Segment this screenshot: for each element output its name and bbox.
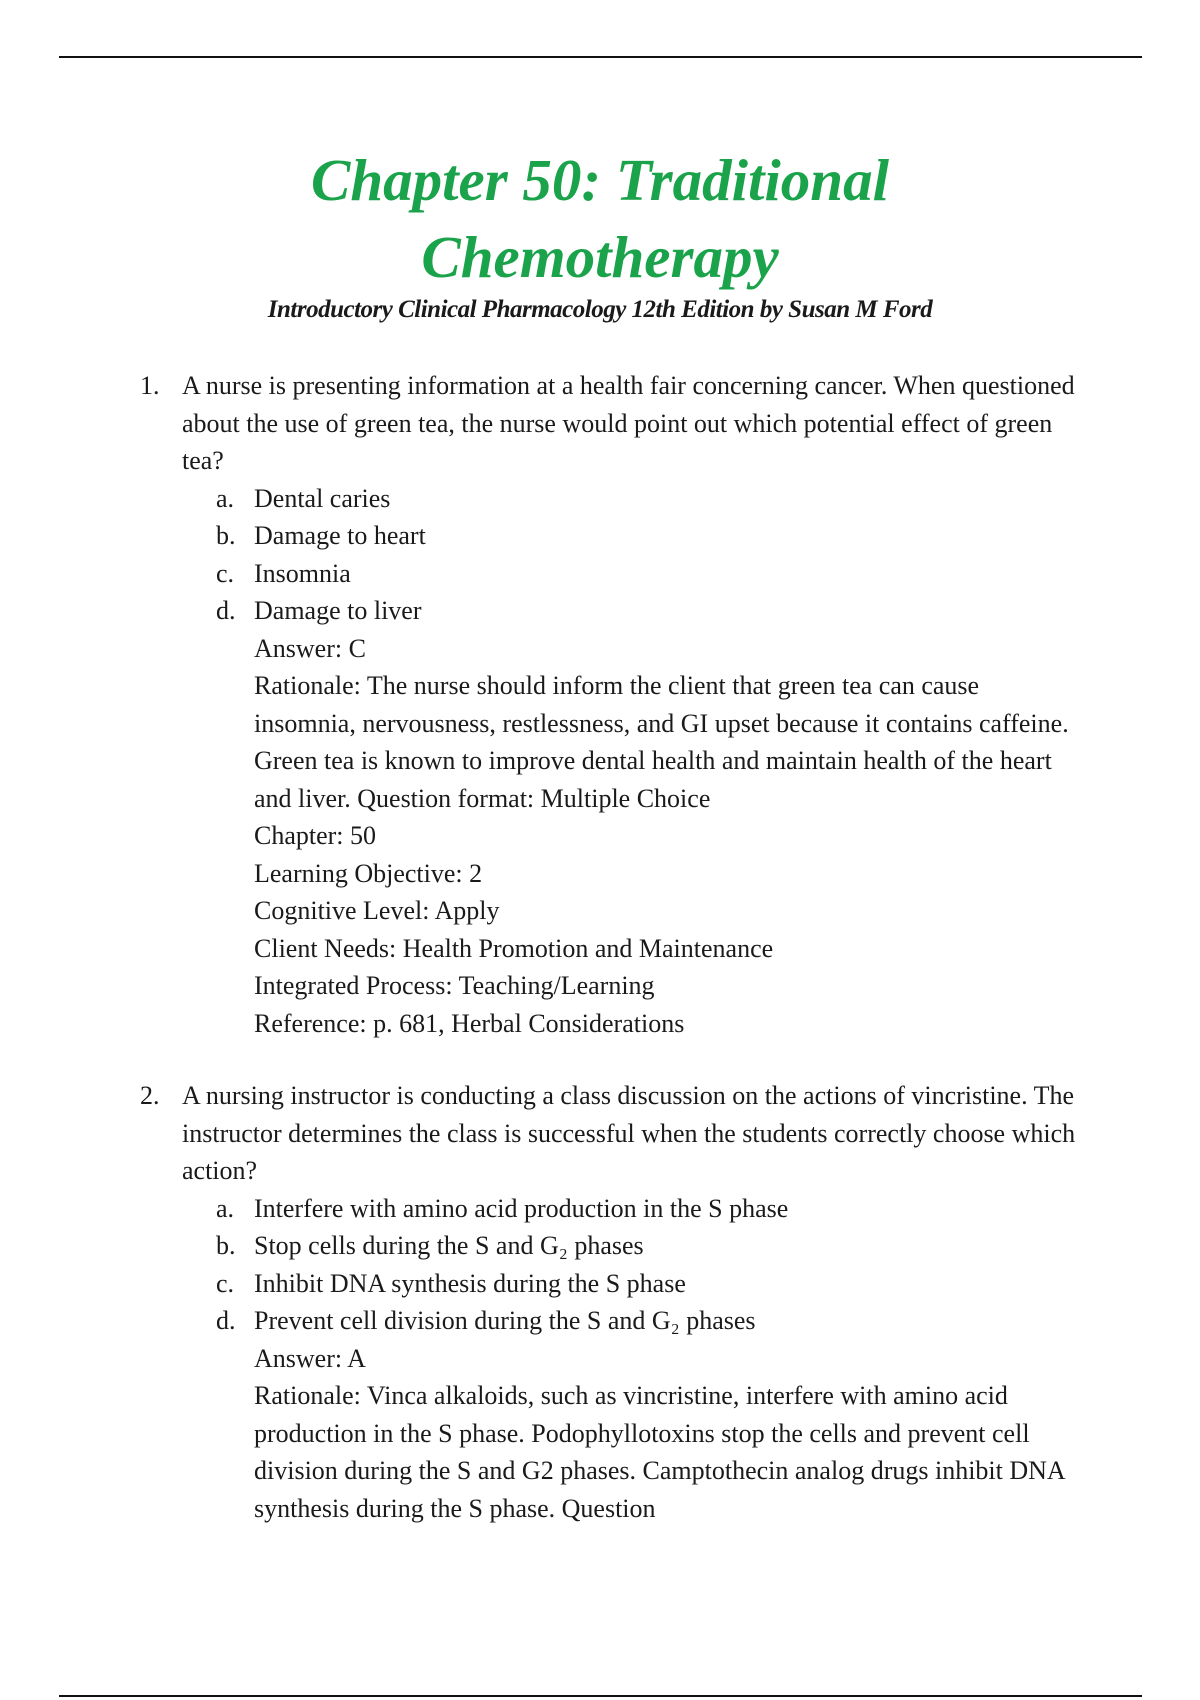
option-letter: c. [216, 558, 235, 588]
option-d [216, 1302, 1080, 1340]
option-c [216, 555, 1080, 593]
question-text: A nursing instructor is conducting a class discussion on the actions of vincristine. The instructor determines the class is successful when the students correctly choose which action? [182, 1081, 1076, 1185]
answer-block [140, 630, 1080, 1043]
option-letter: a. [216, 483, 235, 513]
option-d [216, 592, 1080, 630]
question-text: A nurse is presenting information at a health fair concerning cancer. When questioned about the use of green tea, the nurse would point out which potential effect of green tea? [182, 371, 1075, 475]
option-letter: a. [216, 1193, 235, 1223]
option-letter: b. [216, 521, 236, 550]
question-2 [140, 1077, 1080, 1527]
option-text: Dental caries [254, 483, 391, 513]
question-stem [140, 367, 1080, 480]
book-name: Introductory Clinical Pharmacology [267, 296, 626, 323]
option-list [140, 1190, 1080, 1340]
client-needs: Client Needs: Health Promotion and Maintenance [254, 933, 774, 963]
option-letter: b. [216, 1231, 236, 1260]
rationale: Rationale: The nurse should inform the client that green tea can cause insomnia, nervousness, restlessness, and GI upset because it contains caffeine. Green tea is known to improve dental health and maintain health of the heart and liver. Question format: Multiple Choice [254, 671, 1069, 813]
option-a [216, 1190, 1080, 1228]
bottom-rule [59, 1695, 1142, 1697]
question-number: 2. [140, 1081, 160, 1110]
rationale: Rationale: Vinca alkaloids, such as vincristine, interfere with amino acid production in the S phase. Podophyllotoxins stop the cells and prevent cell division during the S and G2 phases. Camptothecin analog drugs inhibit DNA synthesis during the S phase. Question [254, 1381, 1065, 1523]
question-stem [140, 1077, 1080, 1190]
option-text: Stop cells during the S and G₂ phases [254, 1231, 644, 1260]
option-text: Damage to liver [254, 596, 422, 625]
answer: Answer: A [254, 1343, 366, 1373]
option-c [216, 1265, 1080, 1303]
book-edition: 12th Edition [631, 296, 755, 323]
book-subtitle [0, 296, 1200, 324]
chapter: Chapter: 50 [254, 821, 377, 850]
question-number: 1. [140, 371, 160, 400]
option-letter: c. [216, 1268, 235, 1298]
question-1 [140, 367, 1080, 1042]
option-text: Damage to heart [254, 521, 426, 550]
integrated-process: Integrated Process: Teaching/Learning [254, 971, 655, 1000]
book-author: by Susan M Ford [759, 296, 933, 323]
reference: Reference: p. 681, Herbal Considerations [254, 1008, 685, 1038]
option-text: Inhibit DNA synthesis during the S phase [254, 1268, 686, 1298]
top-rule [59, 56, 1142, 58]
title-line-1: Chapter 50: Traditional [310, 147, 890, 213]
option-text: Insomnia [254, 558, 351, 588]
option-letter: d. [216, 1306, 236, 1335]
learning-objective: Learning Objective: 2 [254, 858, 483, 888]
answer-block [140, 1340, 1080, 1528]
option-text: Prevent cell division during the S and G₂ phases [254, 1306, 756, 1335]
option-a [216, 480, 1080, 518]
title-line-2: Chemotherapy [421, 224, 779, 290]
option-b [216, 517, 1080, 555]
option-list [140, 480, 1080, 630]
chapter-title [0, 142, 1200, 296]
answer: Answer: C [254, 633, 366, 663]
option-text: Interfere with amino acid production in the S phase [254, 1193, 789, 1223]
cognitive-level: Cognitive Level: Apply [254, 896, 500, 925]
option-letter: d. [216, 596, 236, 625]
option-b [216, 1227, 1080, 1265]
